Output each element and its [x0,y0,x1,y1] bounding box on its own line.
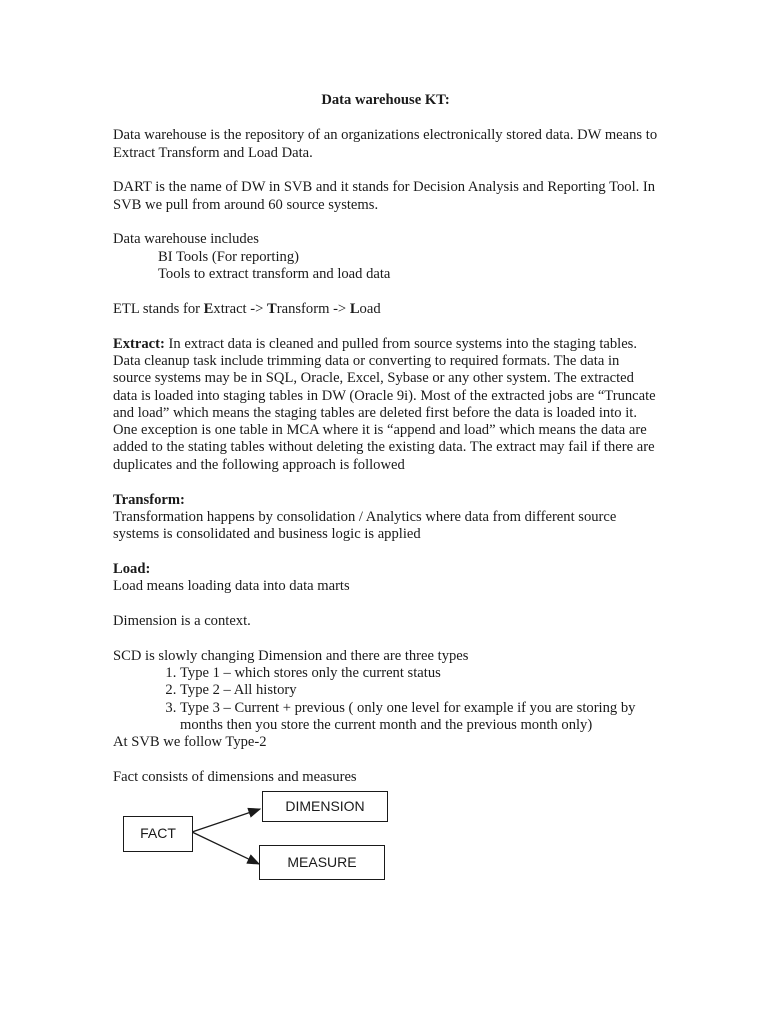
etl-l-rest: oad [359,300,381,317]
transform-heading: Transform: [113,491,185,508]
measure-box: MEASURE [259,845,385,880]
arrow-to-measure [192,832,259,864]
etl-line [113,301,658,318]
scd-type-3: 3. Type 3 – Current + previous ( only one level for example if you are storing by months then you store the current month and the previous month only) [180,700,658,735]
arrow-to-dimension [192,809,260,832]
extract-section [113,336,658,474]
includes-intro: Data warehouse includes [113,231,259,248]
extract-body: In extract data is cleaned and pulled from source systems into the staging tables. Data cleanup task include trimming data or converting to required formats. The data in source systems may be in SQL, Oracle, Excel, Sybase or any other system. The extracted data is loaded into staging tables in DW (Oracle 9i). Most of the extracted jobs are “Truncate and load” which means the staging tables are deleted first before the data is loaded into it. One exception is one table in MCA where it is “append and load” which means the data are added to the stating tables without deleting the existing data. The extract may fail if there are duplicates and the following approach is followed [113,335,656,473]
paragraph-dart: DART is the name of DW in SVB and it stands for Decision Analysis and Reporting Tool. In SVB we pull from around 60 source systems. [113,179,656,213]
includes-block [113,231,658,283]
load-section [113,561,658,596]
scd-intro: SCD is slowly changing Dimension and there are three types [113,647,469,664]
fact-line: Fact consists of dimensions and measures [113,769,357,786]
svb-follow-line: At SVB we follow Type-2 [113,734,267,751]
transform-body: Transformation happens by consolidation / Analytics where data from different source systems is consolidated and business logic is applied [113,508,617,543]
includes-item-1: BI Tools (For reporting) [158,248,299,265]
etl-t-rest: ransform -> [276,300,350,317]
scd-types-list [113,665,658,734]
paragraph-definition: Data warehouse is the repository of an organizations electronically stored data. DW means to Extract Transform and Load Data. [113,127,658,161]
includes-item-2: Tools to extract transform and load data [158,266,391,283]
document-page [113,92,658,804]
load-body: Load means loading data into data marts [113,578,350,595]
fact-box: FACT [123,816,193,852]
scd-type-1: 1. Type 1 – which stores only the current status [180,665,658,682]
extract-heading: Extract: [113,335,165,352]
etl-e-rest: xtract -> [213,300,267,317]
dimension-box: DIMENSION [262,791,388,822]
scd-type-2: 2. Type 2 – All history [180,682,658,699]
etl-t: T [267,300,277,317]
document-title: Data warehouse KT: [321,92,450,108]
dimension-line: Dimension is a context. [113,613,251,630]
load-heading: Load: [113,560,151,577]
etl-e: E [203,300,214,317]
etl-prefix: ETL stands for [113,300,204,317]
etl-l: L [349,300,360,317]
transform-section [113,492,658,544]
